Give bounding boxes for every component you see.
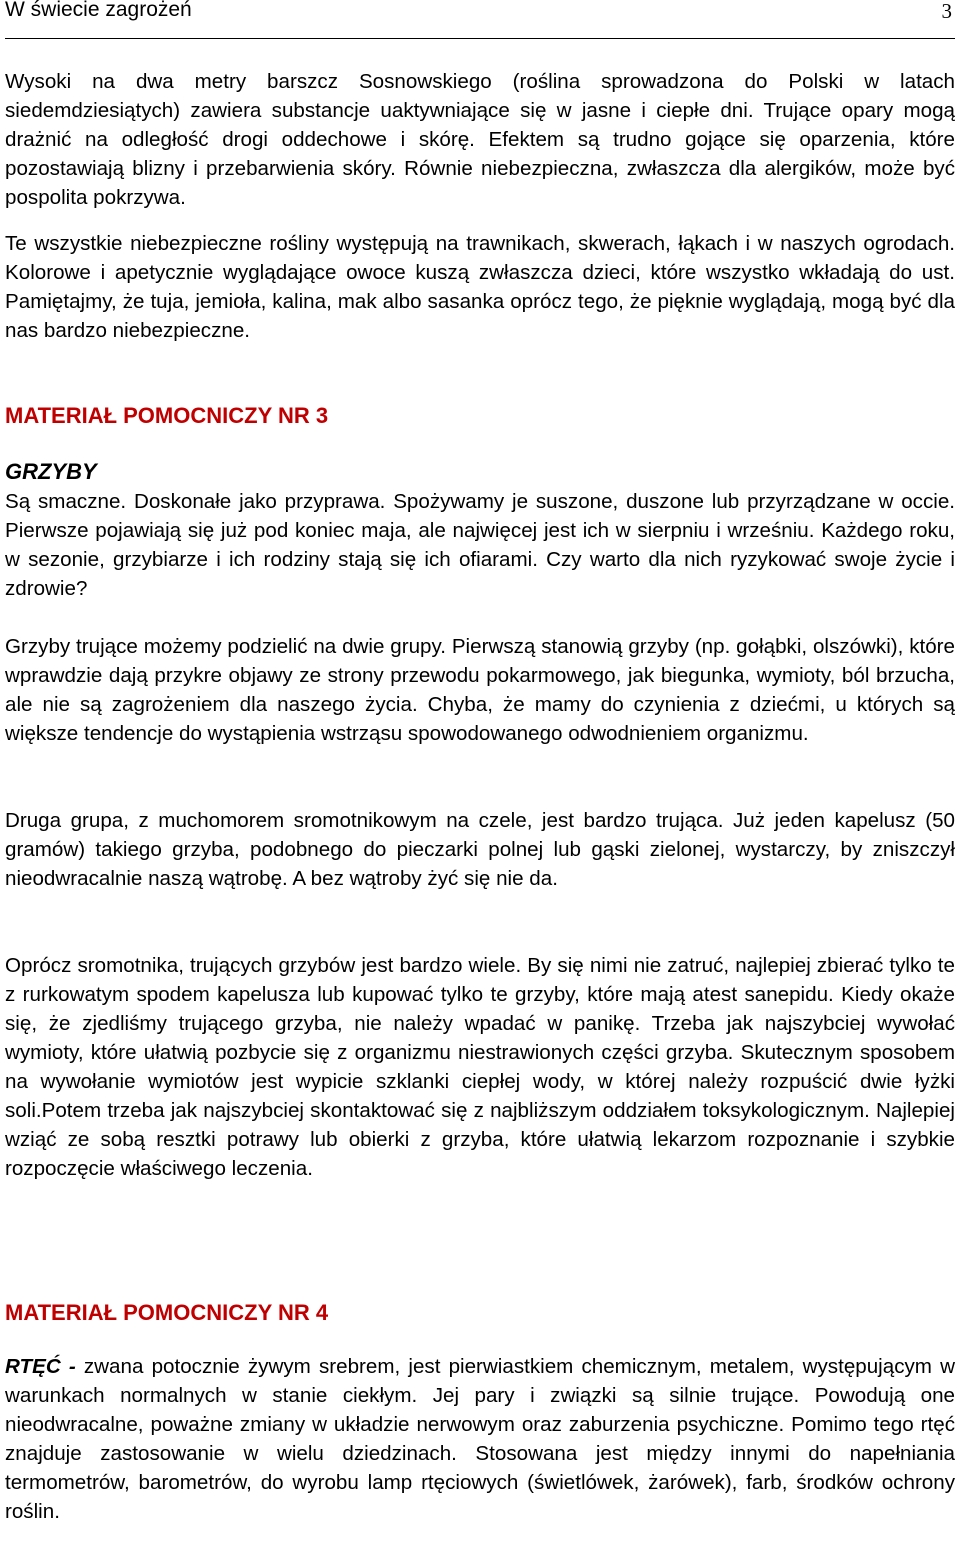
- section-3-paragraph-1: Są smaczne. Doskonałe jako przyprawa. Spożywamy je suszone, duszone lub przyrządzane w occie. Pierwsze pojawiają się już pod koniec maja, ale najwięcej jest ich w sierpniu i wrześniu. Każdego roku, w sezonie, grzybiarze i ich rodziny stają się ich ofiarami. Czy warto dla nich ryzykować swoje życie i zdrowie?: [5, 490, 955, 600]
- section-3-subheading: GRZYBY: [5, 459, 97, 484]
- section-3-heading: MATERIAŁ POMOCNICZY NR 3: [5, 403, 329, 428]
- intro-paragraph-1: Wysoki na dwa metry barszcz Sosnowskiego (roślina sprowadzona do Polski w latach siedemdziesiątych) zawiera substancje uaktywniające się w jasne i ciepłe dni. Trujące opary mogą drażnić na odległość drogi oddechowe i skórę. Efektem są trudno gojące się oparzenia, które pozostawiają blizny i przebarwienia skóry. Równie niebezpieczna, zwłaszcza dla alergików, może być pospolita pokrzywa.: [5, 70, 955, 209]
- mercury-description: zwana potocznie żywym srebrem, jest pierwiastkiem chemicznym, metalem, występującym w warunkach normalnych w stanie ciekłym. Jej pary i związki są silnie trujące. Powodują one nieodwracalne, poważne zmiany w układzie nerwowym oraz zaburzenia psychiczne. Pomimo tego rtęć znajduje zastosowanie w wielu dziedzinach. Stosowana jest między innymi do napełniania termometrów, barometrów, do wyrobu lamp rtęciowych (świetlówek, żarówek), farb, środków ochrony roślin.: [5, 1355, 955, 1523]
- page-number: 3: [941, 0, 952, 23]
- section-3-paragraph-4: Oprócz sromotnika, trujących grzybów jest bardzo wiele. By się nimi nie zatruć, najlepiej zbierać tylko te z rurkowatym spodem kapelusza lub kupować tylko te grzyby, które mają atest sanepidu. Kiedy okaże się, że zjedliśmy trującego grzyba, nie należy wpadać w panikę. Trzeba jak najszybciej wywołać wymioty, które ułatwią pozbycie się z organizmu niestrawionych części grzyba. Skutecznym sposobem na wywołanie wymiotów jest wypicie szklanki ciepłej wody, w której należy rozpuścić dwie łyżki soli.Potem trzeba jak najszybciej skontaktować się z najbliższym oddziałem toksykologicznym. Najlepiej wziąć ze sobą resztki potrawy lub obierki z grzyba, które ułatwią lekarzom rozpoznanie i szybkie rozpoczęcie właściwego leczenia.: [5, 954, 955, 1180]
- section-3-paragraph-2: Grzyby trujące możemy podzielić na dwie grupy. Pierwszą stanowią grzyby (np. gołąbki, olszówki), które wprawdzie dają przykre objawy ze strony przewodu pokarmowego, jak biegunka, wymioty, ból brzucha, ale nie są zagrożeniem dla naszego życia. Chyba, że mamy do czynienia z dziećmi, u których są większe tendencje do wystąpienia wstrząsu spowodowanego odwodnieniem organizmu.: [5, 635, 955, 745]
- intro-paragraph-2: Te wszystkie niebezpieczne rośliny występują na trawnikach, skwerach, łąkach i w naszych ogrodach. Kolorowe i apetycznie wyglądające owoce kuszą zwłaszcza dzieci, które wszystko wkładają do ust. Pamiętajmy, że tuja, jemioła, kalina, mak albo sasanka oprócz tego, że pięknie wyglądają, mogą być dla nas bardzo niebezpieczne.: [5, 232, 955, 342]
- header-title: W świecie zagrożeń: [5, 0, 192, 21]
- section-4-paragraph: [5, 1352, 955, 1526]
- mercury-term: RTĘĆ -: [5, 1355, 76, 1378]
- section-4-heading: MATERIAŁ POMOCNICZY NR 4: [5, 1300, 329, 1325]
- page-header: [5, 0, 955, 39]
- section-3-paragraph-3: Druga grupa, z muchomorem sromotnikowym na czele, jest bardzo trująca. Już jeden kapelusz (50 gramów) takiego grzyba, podobnego do pieczarki polnej lub gąski zielonej, wystarczy, by zniszczył nieodwracalnie naszą wątrobę. A bez wątroby żyć się nie da.: [5, 809, 955, 890]
